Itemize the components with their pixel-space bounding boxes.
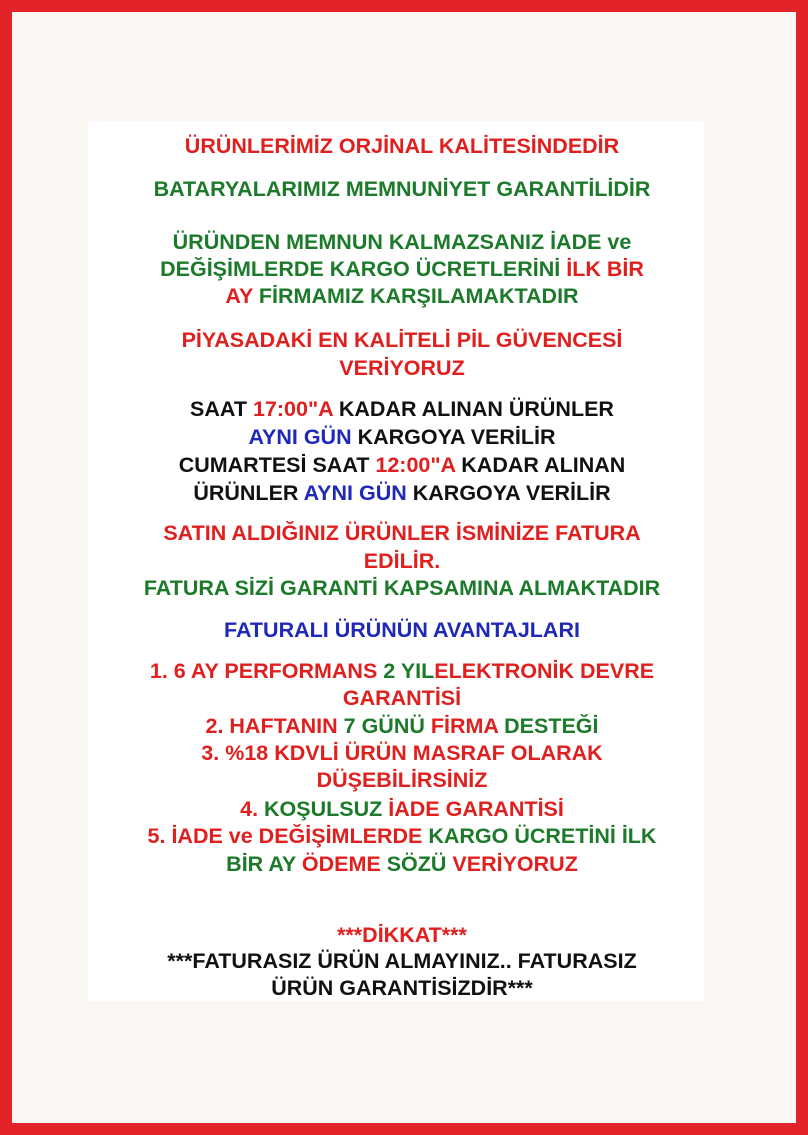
text-segment: 1. 6 AY <box>149 659 225 683</box>
line-advantages-heading <box>100 617 704 643</box>
text-segment: KARGOYA VERİLİR <box>406 481 611 505</box>
line-battery-guarantee <box>100 176 704 202</box>
line-warning-1 <box>100 948 704 974</box>
text-segment: 7 <box>343 714 362 738</box>
text-segment: KDVLİ ÜRÜN <box>274 741 413 765</box>
text-segment: DESTEĞİ <box>504 714 599 738</box>
text-segment: ELEKTRONİK DEVRE <box>434 659 655 683</box>
line-market-1 <box>100 327 704 353</box>
text-segment: BİR AY <box>226 852 302 876</box>
text-segment: İADE GARANTİSİ <box>388 797 564 821</box>
text-segment: SAAT <box>190 397 253 421</box>
line-warning-2 <box>100 975 704 1001</box>
text-segment: ***DİKKAT*** <box>337 923 467 947</box>
text-segment: PİYASADAKİ EN KALİTELİ PİL GÜVENCESİ <box>181 328 623 352</box>
line-advantage-4 <box>100 796 704 822</box>
line-warning-title <box>100 922 704 948</box>
text-segment: DEĞİŞİMLERDE KARGO ÜCRETLERİNİ <box>160 257 567 281</box>
line-advantage-3a <box>100 740 704 766</box>
text-segment: 17:00"A <box>252 397 333 421</box>
text-segment: ÜRÜNLERİMİZ ORJİNAL KALİTESİNDEDİR <box>184 134 620 158</box>
text-segment: 3. %18 <box>201 741 275 765</box>
line-advantage-3b <box>100 767 704 793</box>
text-segment: KOŞULSUZ <box>264 797 389 821</box>
text-segment: BATARYALARIMIZ MEMNUNİYET GARANTİLİDİR <box>153 177 651 201</box>
text-segment: FİRMA <box>430 714 505 738</box>
text-segment: KARGO ÜCRETİNİ İLK <box>428 824 657 848</box>
line-market-2 <box>100 355 704 381</box>
line-return-3 <box>100 283 704 309</box>
text-segment: AYNI GÜN <box>248 425 352 449</box>
text-segment: FATURALI ÜRÜNÜN AVANTAJLARI <box>224 618 580 642</box>
line-advantage-5a <box>100 823 704 849</box>
line-invoice-3 <box>100 575 704 601</box>
text-segment: MASRAF OLARAK <box>412 741 603 765</box>
text-segment: ÖDEME <box>301 852 387 876</box>
text-segment: SATIN ALDIĞINIZ ÜRÜNLER İSMİNİZE FATURA <box>163 521 641 545</box>
text-segment: 4. <box>240 797 265 821</box>
line-invoice-2 <box>100 548 704 574</box>
text-segment: VERİYORUZ <box>452 852 578 876</box>
line-invoice-1 <box>100 520 704 546</box>
line-shipping-4 <box>100 480 704 506</box>
text-segment: DÜŞEBİLİRSİNİZ <box>316 768 488 792</box>
text-segment: SÖZÜ <box>386 852 453 876</box>
text-segment: GÜNÜ <box>361 714 431 738</box>
line-original-quality <box>100 133 704 159</box>
text-segment: ÜRÜN GARANTİSİZDİR*** <box>271 976 533 1000</box>
text-segment: ***FATURASIZ ÜRÜN ALMAYINIZ.. FATURASIZ <box>167 949 637 973</box>
text-segment: ÜRÜNDEN MEMNUN KALMAZSANIZ İADE ve <box>172 230 632 254</box>
text-segment: FİRMAMIZ KARŞILAMAKTADIR <box>258 284 579 308</box>
text-segment: PERFORMANS <box>224 659 384 683</box>
text-segment: 5. İADE ve DEĞİŞİMLERDE <box>147 824 429 848</box>
line-shipping-2 <box>100 424 704 450</box>
line-advantage-1b <box>100 685 704 711</box>
text-segment: AY <box>225 284 259 308</box>
text-segment: EDİLİR. <box>363 549 441 573</box>
line-shipping-1 <box>100 396 704 422</box>
text-segment: İLK BİR <box>566 257 644 281</box>
line-return-2 <box>100 256 704 282</box>
text-segment: KADAR ALINAN ÜRÜNLER <box>332 397 614 421</box>
text-segment: ÜRÜNLER <box>193 481 304 505</box>
text-segment: KADAR ALINAN <box>455 453 626 477</box>
text-segment: KARGOYA VERİLİR <box>351 425 556 449</box>
text-segment: AYNI GÜN <box>303 481 407 505</box>
text-segment: 2. HAFTANIN <box>205 714 344 738</box>
text-segment: GARANTİSİ <box>342 686 462 710</box>
text-segment: 12:00"A <box>375 453 456 477</box>
line-shipping-3 <box>100 452 704 478</box>
line-advantage-1a <box>100 658 704 684</box>
line-return-1 <box>100 229 704 255</box>
text-segment: VERİYORUZ <box>339 356 465 380</box>
text-segment: 2 YIL <box>383 659 435 683</box>
line-advantage-2 <box>100 713 704 739</box>
text-segment: FATURA SİZİ GARANTİ KAPSAMINA ALMAKTADIR <box>143 576 661 600</box>
line-advantage-5b <box>100 851 704 877</box>
text-segment: CUMARTESİ SAAT <box>178 453 376 477</box>
